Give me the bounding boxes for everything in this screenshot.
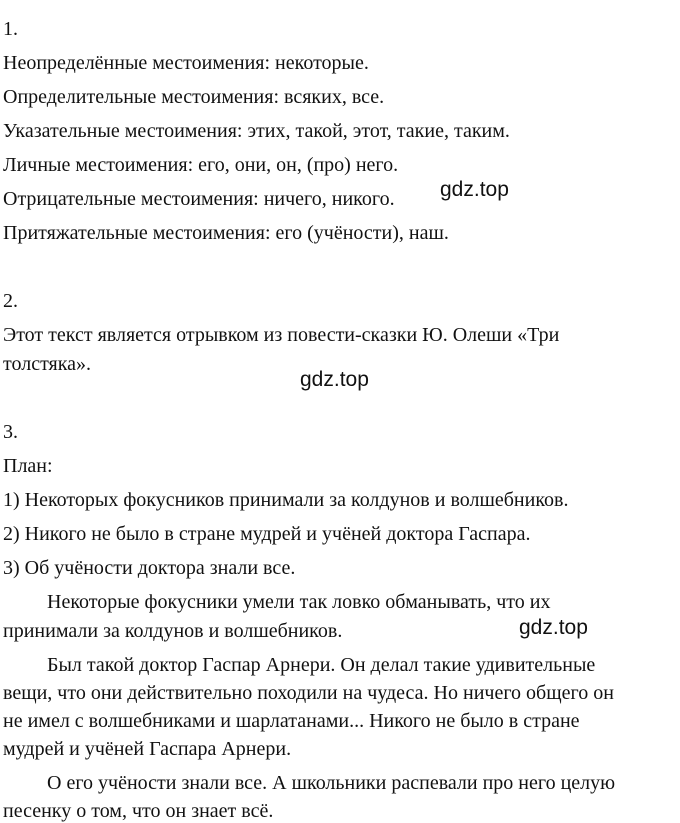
pronoun-line-possessive: Притяжательные местоимения: его (учёности), наш. (3, 222, 449, 244)
pronoun-line-indefinite: Неопределённые местоимения: некоторые. (3, 52, 369, 74)
text-line-1: Некоторые фокусники умели так ловко обманывать, что их (47, 591, 551, 613)
section-3-number: 3. (3, 421, 18, 443)
pronoun-line-definitive: Определительные местоимения: всяких, все. (3, 86, 385, 108)
watermark-2: gdz.top (300, 368, 369, 391)
text-line-6: мудрей и учёней Гаспара Арнери. (3, 738, 292, 760)
text-line-3: Был такой доктор Гаспар Арнери. Он делал такие удивительные (47, 654, 596, 676)
pronoun-line-negative: Отрицательные местоимения: ничего, никого. (3, 188, 395, 210)
pronoun-line-demonstrative: Указательные местоимения: этих, такой, этот, такие, таким. (3, 120, 510, 142)
section-2-line-2: толстяка». (3, 353, 92, 375)
plan-label: План: (3, 455, 53, 477)
text-line-5: не имел с волшебниками и шарлатанами... Никого не было в стране (3, 710, 580, 732)
section-2-line-1: Этот текст является отрывком из повести-сказки Ю. Олеши «Три (3, 324, 560, 346)
watermark-1: gdz.top (440, 178, 509, 201)
watermark-3: gdz.top (519, 616, 588, 639)
text-line-4: вещи, что они действительно походили на чудеса. Но ничего общего он (3, 682, 614, 704)
text-line-8: песенку о том, что он знает всё. (3, 800, 274, 822)
plan-item-2: 2) Никого не было в стране мудрей и учёней доктора Гаспара. (3, 523, 531, 545)
section-1-number: 1. (3, 18, 18, 40)
text-line-2: принимали за колдунов и волшебников. (3, 620, 343, 642)
plan-item-1: 1) Некоторых фокусников принимали за колдунов и волшебников. (3, 489, 569, 511)
plan-item-3: 3) Об учёности доктора знали все. (3, 557, 296, 579)
pronoun-line-personal: Личные местоимения: его, они, он, (про) него. (3, 154, 399, 176)
text-line-7: О его учёности знали все. А школьники распевали про него целую (47, 772, 616, 794)
section-2-number: 2. (3, 290, 18, 312)
